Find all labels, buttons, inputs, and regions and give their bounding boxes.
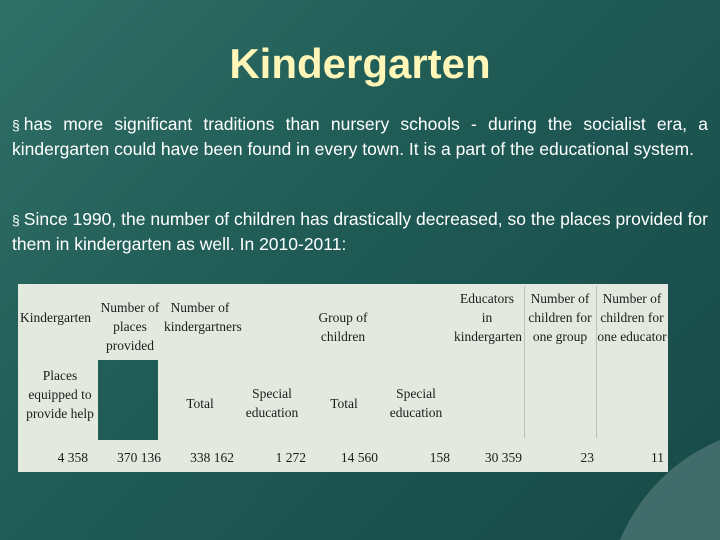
value-groups-total: 14 560 — [340, 450, 378, 465]
header-total-groups: Total — [330, 396, 358, 411]
bullet-paragraph-2 — [12, 207, 708, 256]
value-children-per-group: 23 — [580, 450, 594, 465]
value-kindergartners-special: 1 272 — [275, 450, 306, 465]
header-kindergartners: Number of kindergartners — [164, 300, 242, 334]
value-children-per-educator: 11 — [651, 450, 664, 465]
header-places-equipped: Places equipped to provide help — [26, 368, 94, 421]
value-educators: 30 359 — [484, 450, 522, 465]
kindergarten-statistics-table — [18, 284, 668, 472]
header-group-of-children: Group of children — [318, 310, 368, 344]
bullet-icon: § — [12, 212, 20, 228]
value-places-provided: 370 136 — [117, 450, 161, 465]
value-groups-special: 158 — [429, 450, 450, 465]
header-educators: Educators in kindergarten — [454, 291, 522, 344]
header-special-education-kindergartners: Special education — [245, 386, 299, 420]
header-total-kindergartners: Total — [186, 396, 214, 411]
value-kindergartners-total: 338 162 — [190, 450, 234, 465]
paragraph-1-text: has more significant traditions than nursery schools - during the socialist era, a kindergarten could have been found in every town. It is a part of the educational system. — [12, 114, 708, 159]
slide-title: Kindergarten — [229, 40, 491, 87]
header-special-education-groups: Special education — [389, 386, 443, 420]
header-places-provided: Number of places provided — [100, 300, 160, 353]
bullet-paragraph-1 — [12, 112, 708, 161]
header-kindergarten: Kindergarten — [20, 310, 91, 325]
value-places-equipped: 4 358 — [57, 450, 88, 465]
paragraph-2-text: Since 1990, the number of children has drastically decreased, so the places provided for them in kindergarten as well. In 2010-2011: — [12, 209, 708, 254]
header-children-per-educator: Number of children for one educator — [597, 291, 667, 344]
header-children-per-group: Number of children for one group — [528, 291, 592, 344]
bullet-icon: § — [12, 117, 20, 133]
